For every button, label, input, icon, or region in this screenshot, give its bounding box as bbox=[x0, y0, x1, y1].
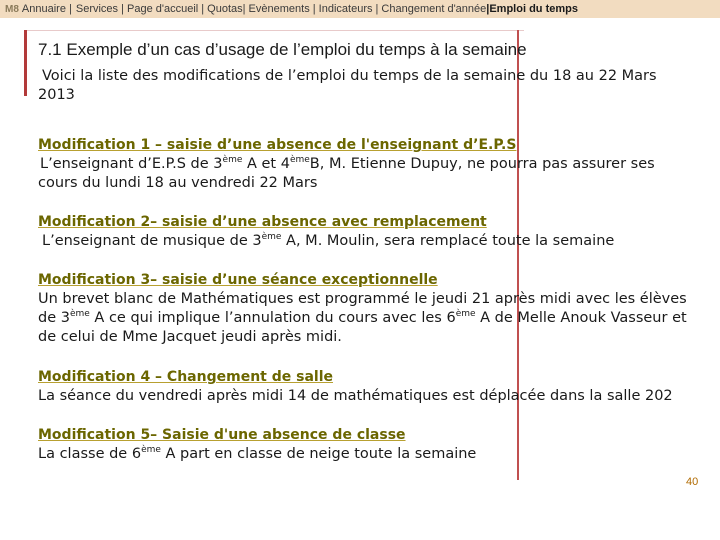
page-title: 7.1 Exemple d’un cas d’usage de l’emploi du temps à la semaine bbox=[38, 40, 527, 59]
left-accent-rule bbox=[24, 30, 27, 96]
nav-link-annuaire[interactable]: Annuaire | bbox=[21, 3, 72, 15]
body-text: L’enseignant d’E.P.S de 3 bbox=[40, 156, 223, 172]
content-area bbox=[38, 67, 688, 464]
body-text: A de Melle Anouk Vasseur et de celui de Mme Jacquet jeudi après midi. bbox=[38, 310, 687, 345]
superscript: ème bbox=[289, 155, 310, 165]
modification-5-body bbox=[38, 445, 688, 464]
modification-2 bbox=[38, 213, 688, 251]
intro-text: Voici la liste des modifications de l’emploi du temps de la semaine du 18 au 22 Mars 2013 bbox=[38, 68, 657, 103]
body-text: La séance du vendredi après midi 14 de mathématiques est déplacée dans la salle 202 bbox=[38, 388, 673, 404]
modification-5 bbox=[38, 426, 688, 464]
body-text: B, M. Etienne Dupuy, ne pourra pas assurer ses cours du lundi 18 au vendredi 22 Mars bbox=[38, 156, 655, 191]
title-rule bbox=[24, 30, 524, 31]
modification-2-heading: Modification 2– saisie d’une absence avec remplacement bbox=[38, 214, 487, 230]
modification-3 bbox=[38, 271, 688, 347]
body-text: A ce qui implique l’annulation du cours avec les 6 bbox=[89, 310, 456, 326]
modification-4-heading: Modification 4 – Changement de salle bbox=[38, 369, 333, 385]
modification-4 bbox=[38, 368, 688, 406]
superscript: ème bbox=[141, 445, 161, 455]
superscript: ème bbox=[261, 232, 282, 242]
modification-1 bbox=[38, 136, 688, 193]
body-text: Un brevet blanc de Mathématiques est programmé le jeudi 21 après midi avec les élèves de 3 bbox=[38, 291, 687, 326]
superscript: ème bbox=[69, 309, 90, 319]
modification-2-body bbox=[38, 232, 688, 251]
page-number: 40 bbox=[686, 476, 699, 488]
body-text: A, M. Moulin, sera remplacé toute la semaine bbox=[281, 233, 615, 249]
modification-4-body bbox=[38, 387, 688, 406]
body-text: L’enseignant de musique de 3 bbox=[42, 233, 262, 249]
modification-3-heading: Modification 3– saisie d’une séance exceptionnelle bbox=[38, 272, 438, 288]
nav-link-services-group[interactable]: Services | Page d'accueil | Quotas| Evènements | Indicateurs | bbox=[75, 3, 379, 15]
modification-3-body bbox=[38, 290, 688, 347]
superscript: ème bbox=[222, 155, 243, 165]
body-text: A part en classe de neige toute la semaine bbox=[160, 446, 477, 462]
body-text: A et 4 bbox=[242, 156, 290, 172]
top-navigation-bar bbox=[0, 0, 720, 18]
modification-5-heading: Modification 5– Saisie d'une absence de classe bbox=[38, 427, 406, 443]
superscript: ème bbox=[455, 309, 476, 319]
nav-link-emploi-du-temps[interactable]: |Emploi du temps bbox=[486, 3, 578, 15]
body-text: La classe de 6 bbox=[38, 446, 142, 462]
module-badge: M8 bbox=[5, 3, 19, 15]
modification-1-body bbox=[38, 155, 688, 193]
nav-link-changement-annee[interactable]: Changement d'année bbox=[381, 3, 487, 15]
modification-1-heading: Modification 1 – saisie d’une absence de l'enseignant d’E.P.S bbox=[38, 137, 517, 153]
